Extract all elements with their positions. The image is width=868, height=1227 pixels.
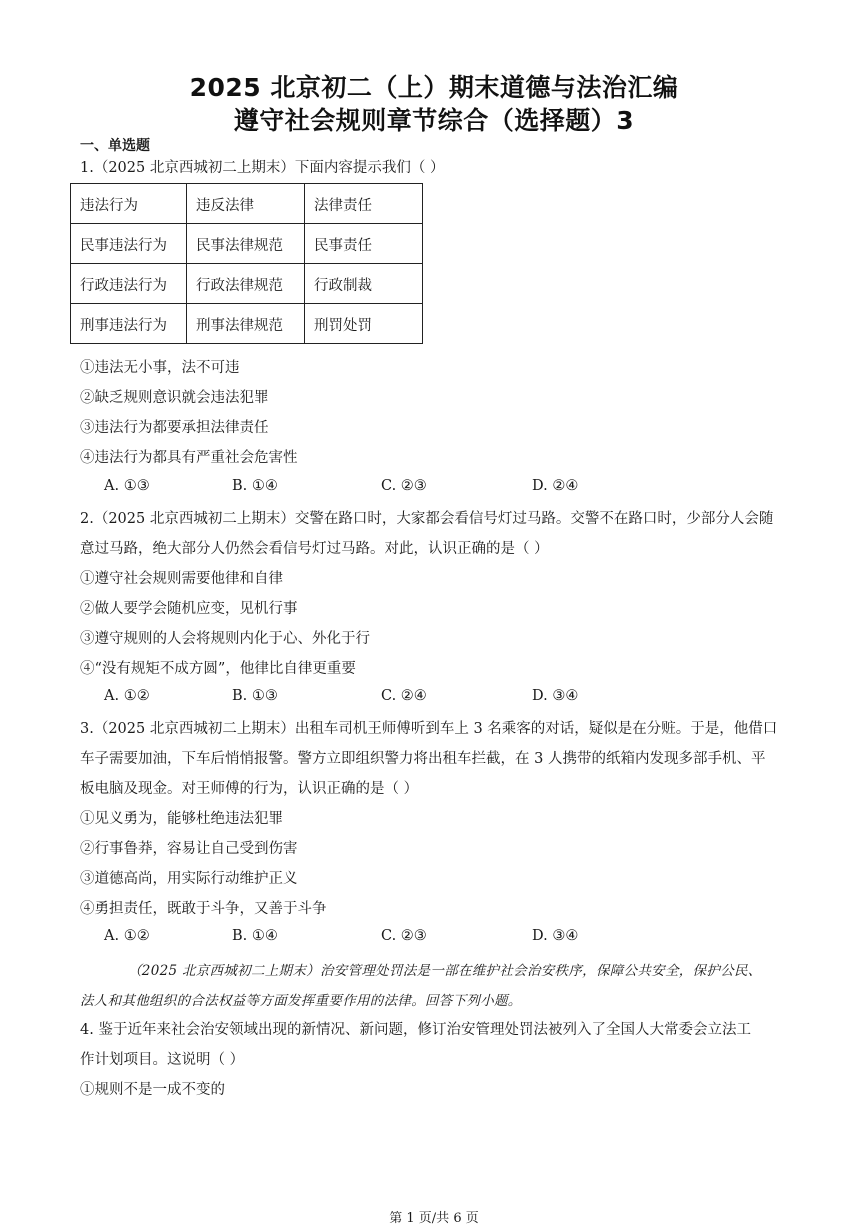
table-cell: 刑罚处罚 — [305, 304, 423, 344]
q1-option-c[interactable]: C. ②③ — [381, 478, 427, 494]
document-title-line2: 遵守社会规则章节综合（选择题）3 — [233, 106, 635, 135]
table-cell: 刑事法律规范 — [187, 304, 305, 344]
page-number: 第 1 页/共 6 页 — [389, 1211, 479, 1226]
q1-item-1: ①违法无小事，法不可违 — [80, 360, 240, 376]
q3-option-b[interactable]: B. ①④ — [232, 928, 278, 944]
material-text-line1: （2025 北京西城初二上期末）治安管理处罚法是一部在维护社会治安秩序，保障公共安全，保护公民、 — [128, 963, 762, 979]
table-row — [71, 264, 423, 304]
q1-item-3: ③违法行为都要承担法律责任 — [80, 420, 269, 436]
q2-item-4: ④“没有规矩不成方圆”，他律比自律更重要 — [80, 661, 356, 677]
q4-stem-line2: 作计划项目。这说明（ ） — [80, 1052, 245, 1068]
law-table — [70, 183, 423, 344]
table-cell: 违反法律 — [187, 184, 305, 224]
table-cell: 行政制裁 — [305, 264, 423, 304]
q2-option-b[interactable]: B. ①③ — [232, 688, 278, 704]
q3-option-c[interactable]: C. ②③ — [381, 928, 427, 944]
q1-item-4: ④违法行为都具有严重社会危害性 — [80, 450, 298, 466]
table-cell: 民事责任 — [305, 224, 423, 264]
q3-stem-line2: 车子需要加油，下车后悄悄报警。警方立即组织警力将出租车拦截，在 3 人携带的纸箱内发现多部手机、平 — [80, 751, 766, 767]
document-title-line1: 2025 北京初二（上）期末道德与法治汇编 — [189, 73, 679, 102]
q1-item-2: ②缺乏规则意识就会违法犯罪 — [80, 390, 269, 406]
q2-item-3: ③遵守规则的人会将规则内化于心、外化于行 — [80, 631, 370, 647]
q3-item-2: ②行事鲁莽，容易让自己受到伤害 — [80, 841, 298, 857]
q3-item-1: ①见义勇为，能够杜绝违法犯罪 — [80, 811, 283, 827]
table-cell: 违法行为 — [71, 184, 187, 224]
q2-option-c[interactable]: C. ②④ — [381, 688, 427, 704]
table-row — [71, 304, 423, 344]
q2-option-d[interactable]: D. ③④ — [532, 688, 579, 704]
q2-option-a[interactable]: A. ①② — [104, 688, 150, 704]
table-cell: 法律责任 — [305, 184, 423, 224]
q2-item-1: ①遵守社会规则需要他律和自律 — [80, 571, 283, 587]
q3-option-a[interactable]: A. ①② — [104, 928, 150, 944]
q4-item-1: ①规则不是一成不变的 — [80, 1082, 225, 1098]
q3-stem-line1: 3.（2025 北京西城初二上期末）出租车司机王师傅听到车上 3 名乘客的对话，疑似是在分赃。于是，他借口 — [80, 721, 778, 737]
q3-option-d[interactable]: D. ③④ — [532, 928, 579, 944]
table-cell: 民事违法行为 — [71, 224, 187, 264]
q3-stem-line3: 板电脑及现金。对王师傅的行为，认识正确的是（ ） — [80, 781, 419, 797]
q1-stem: 1.（2025 北京西城初二上期末）下面内容提示我们（ ） — [80, 160, 445, 176]
material-text-line2: 法人和其他组织的合法权益等方面发挥重要作用的法律。回答下列小题。 — [80, 993, 522, 1009]
q1-option-a[interactable]: A. ①③ — [104, 478, 150, 494]
section-heading: 一、单选题 — [80, 138, 150, 154]
q3-item-4: ④勇担责任，既敢于斗争，又善于斗争 — [80, 901, 327, 917]
q3-item-3: ③道德高尚，用实际行动维护正义 — [80, 871, 298, 887]
q1-option-d[interactable]: D. ②④ — [532, 478, 579, 494]
table-row — [71, 184, 423, 224]
q4-stem-line1: 4. 鉴于近年来社会治安领域出现的新情况、新问题，修订治安管理处罚法被列入了全国人大常委会立法工 — [80, 1022, 751, 1038]
table-cell: 行政违法行为 — [71, 264, 187, 304]
q2-stem-line2: 意过马路，绝大部分人仍然会看信号灯过马路。对此，认识正确的是（ ） — [80, 541, 549, 557]
table-cell: 行政法律规范 — [187, 264, 305, 304]
table-cell: 刑事违法行为 — [71, 304, 187, 344]
q1-option-b[interactable]: B. ①④ — [232, 478, 278, 494]
table-row — [71, 224, 423, 264]
q2-item-2: ②做人要学会随机应变，见机行事 — [80, 601, 298, 617]
q2-stem-line1: 2.（2025 北京西城初二上期末）交警在路口时，大家都会看信号灯过马路。交警不在路口时，少部分人会随 — [80, 511, 774, 527]
table-cell: 民事法律规范 — [187, 224, 305, 264]
